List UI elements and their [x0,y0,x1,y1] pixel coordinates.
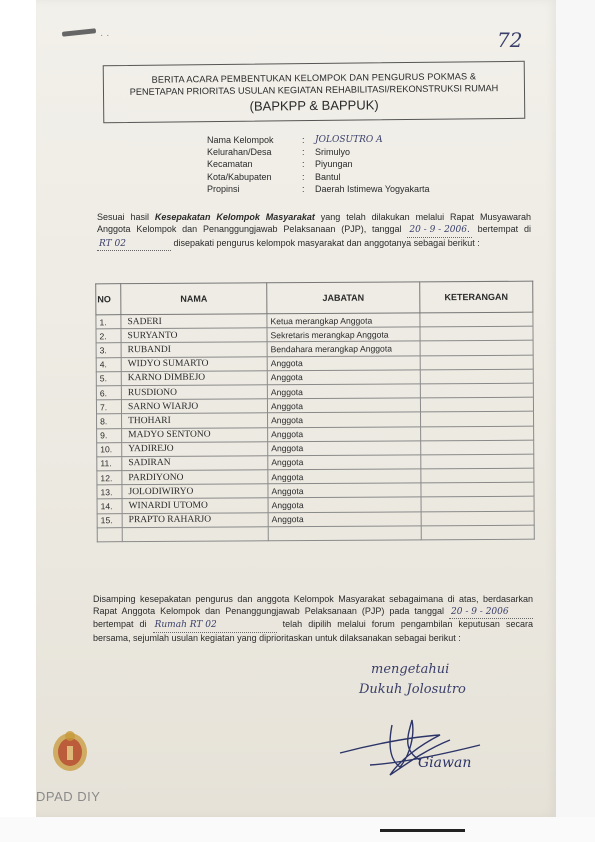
title-line-3: (BAPKPP & BAPPUK) [249,97,379,114]
cell-nama: YADIREJO [122,441,268,456]
cell-jabatan: Ketua merangkap Anggota [267,313,420,328]
cell-nama: RUSDIONO [121,385,267,400]
watermark-text: DPAD DIY [36,789,101,804]
cell-jabatan: Anggota [267,398,420,413]
label-kecamatan: Kecamatan [207,159,253,170]
title-line-1: BERITA ACARA PEMBENTUKAN KELOMPOK DAN PENGURUS POKMAS & [151,71,477,85]
value-kelurahan: Srimulyo [315,147,351,158]
label-nama-kelompok: Nama Kelompok [207,135,274,145]
cell-jabatan: Bendahara merangkap Anggota [267,341,420,356]
signature-caption: mengetahui [371,662,450,677]
cell-keterangan [421,454,534,469]
cell-nama: WIDYO SUMARTO [121,356,267,371]
group-info: Nama Kelompok : JOLOSUTRO A Kelurahan/Desa : Srimulyo Kecamatan : Piyungan Kota/Kabupaten : Bantul Propinsi : Daerah Istimewa Yogyakarta [207,135,430,194]
cell-nama: KARNO DIMBEJO [121,371,267,386]
cell-no: 12. [97,471,122,485]
outro-place: Rumah RT 02 [153,620,277,633]
label-propinsi: Propinsi [207,183,240,194]
cell-nama: THOHARI [122,413,268,428]
cell-no: 9. [97,428,122,442]
value-kota: Bantul [315,171,341,182]
intro-text-1: Sesuai hasil [97,212,149,222]
outro-paragraph [93,594,533,644]
intro-paragraph [97,212,531,251]
header-jabatan: JABATAN [267,282,420,314]
province-seal-logo [50,728,90,774]
cell-keterangan [420,312,533,327]
outro-date: 20 - 9 - 2006 [449,607,533,620]
intro-text-4: disepakati pengurus kelompok masyarakat dan anggotanya sebagai berikut : [173,237,480,248]
cell-nama: JOLODIWIRYO [122,484,268,499]
value-propinsi: Daerah Istimewa Yogyakarta [315,183,430,194]
cell-no: 6. [96,386,121,400]
cell-jabatan: Anggota [268,455,421,470]
cell-nama: SURYANTO [121,328,267,343]
cell-jabatan: Anggota [268,497,421,512]
cell-nama: MADYO SENTONO [122,427,268,442]
cell-jabatan: Sekretaris merangkap Anggota [267,327,420,342]
cell-keterangan [421,426,534,441]
header-keterangan: KETERANGAN [420,281,533,313]
cell-keterangan [421,497,534,512]
cell-keterangan [421,411,534,426]
cell-no: 3. [96,343,121,357]
cell-no: 8. [97,414,122,428]
cell-no: 4. [96,357,121,371]
cell-jabatan [268,526,421,541]
cell-nama: SADERI [121,314,267,329]
header-nama: NAMA [121,283,267,315]
cell-keterangan [420,369,533,384]
cell-nama: PRAPTO RAHARJO [122,512,268,527]
title-box [103,61,526,123]
cell-nama: RUBANDI [121,342,267,357]
outro-text-1: Disamping kesepakatan pengurus dan anggota Kelompok Masyarakat sebagaimana di atas, berdasarkan Rapat Anggota Kelompok dan Penanggungjawab Pelaksanaan (PJP) pada tanggal [93,594,533,616]
cell-nama [122,527,268,542]
intro-date: 20 - 9 - 2006. [407,225,471,238]
cell-jabatan: Anggota [267,384,420,399]
cell-no: 15. [97,513,122,527]
intro-bold-phrase: Kesepakatan Kelompok Masyarakat [154,212,315,222]
corner-scribble-dots: · · [100,30,110,41]
label-kota: Kota/Kabupaten [207,171,272,182]
page-bottom-strip [0,817,595,842]
intro-text-3: bertempat di [477,223,531,234]
cell-jabatan: Anggota [267,370,420,385]
cell-no: 1. [96,315,121,329]
value-nama-kelompok: JOLOSUTRO A [315,135,383,145]
value-kecamatan: Piyungan [315,159,353,170]
intro-place: RT 02 [97,239,171,252]
cell-no: 11. [97,457,122,471]
cell-no: 10. [97,442,122,456]
cell-jabatan: Anggota [268,441,421,456]
cell-nama: SADIRAN [122,456,268,471]
cell-no: 2. [96,329,121,343]
cell-keterangan [420,383,533,398]
cell-keterangan [421,525,534,540]
outro-text-3: telah dipilih melalui forum pengambilan keputusan secara bersama, sejumlah usulan kegiatan yang diprioritaskan untuk dilaksanakan sebagai berikut : [93,619,533,643]
cell-no: 14. [97,499,122,513]
cell-nama: WINARDI UTOMO [122,498,268,513]
cell-jabatan: Anggota [268,511,421,526]
signature-name: Giawan [418,755,472,771]
intro-text-2: yang telah dilakukan melalui Rapat Musyawarah Anggota Kelompok dan Penanggungjawab Pelaksanaan (PJP), tanggal [97,212,531,234]
cell-jabatan: Anggota [268,412,421,427]
cell-nama: SARNO WIARJO [121,399,267,414]
cell-no: 7. [96,400,121,414]
cell-nama: PARDIYONO [122,470,268,485]
cell-no: 5. [96,371,121,385]
cell-no [97,527,122,541]
table-row [97,525,534,542]
cell-no: 13. [97,485,122,499]
cell-jabatan: Anggota [268,426,421,441]
cell-keterangan [420,341,533,356]
label-kelurahan: Kelurahan/Desa [207,147,272,158]
header-no: NO [96,284,121,315]
members-table [95,281,535,543]
title-line-2: PENETAPAN PRIORITAS USULAN KEGIATAN REHABILITASI/REKONSTRUKSI RUMAH [129,83,499,97]
cell-keterangan [420,326,533,341]
cell-jabatan: Anggota [268,483,421,498]
cell-keterangan [421,468,534,483]
handwritten-page-number: 72 [497,28,523,52]
cell-jabatan: Anggota [268,469,421,484]
handwritten-signature [330,705,500,790]
signature-title: Dukuh Jolosutro [359,682,466,697]
cell-keterangan [420,397,533,412]
cell-keterangan [421,440,534,455]
page-margin-right [556,0,595,817]
outro-text-2: bertempat di [93,619,147,630]
cell-keterangan [420,355,533,370]
cell-jabatan: Anggota [267,355,420,370]
cell-keterangan [421,482,534,497]
cell-keterangan [421,511,534,526]
footer-rule [380,829,465,832]
table-header-row [96,281,533,315]
